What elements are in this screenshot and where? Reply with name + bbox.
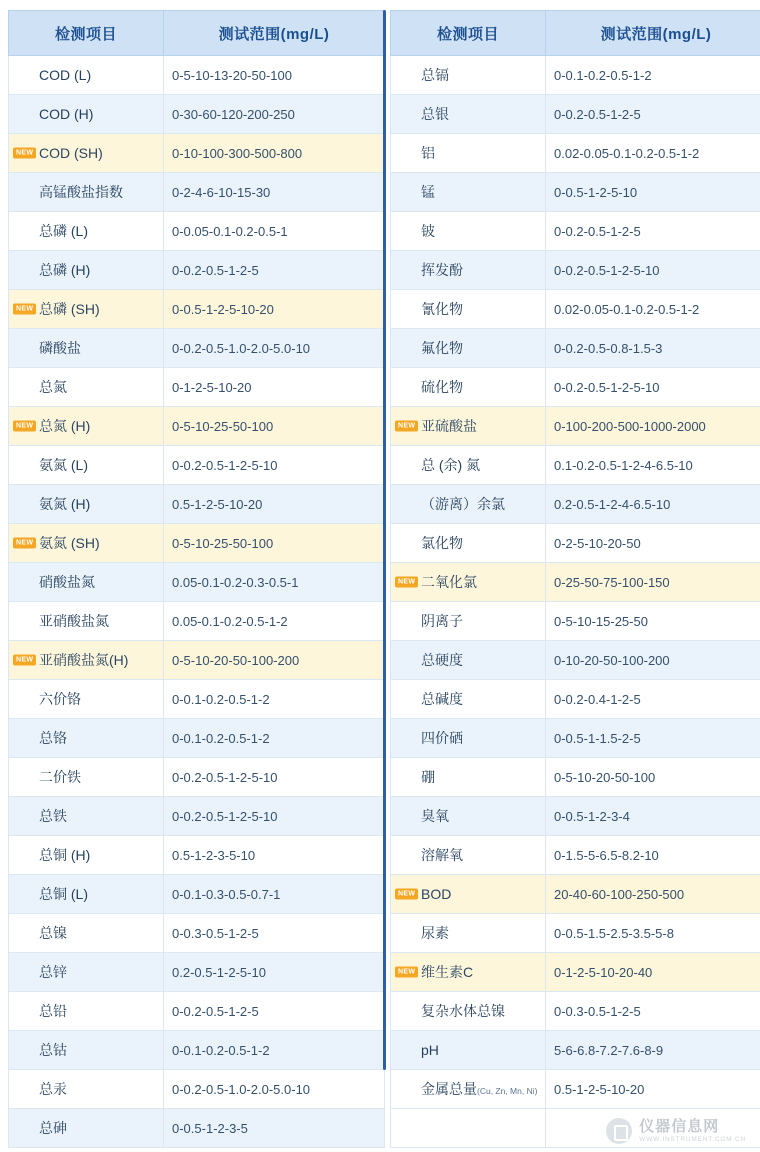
table-header-row (391, 11, 760, 56)
cell-test-range: 0-1-2-5-10-20 (164, 368, 385, 407)
cell-item-name (391, 173, 546, 212)
cell-item-name (391, 875, 546, 914)
cell-item-name (9, 407, 164, 446)
vertical-divider (383, 10, 386, 1070)
cell-item-name (391, 524, 546, 563)
cell-item-name (391, 329, 546, 368)
cell-test-range: 0-0.2-0.5-1-2-5-10 (546, 251, 760, 290)
cell-item-name (391, 836, 546, 875)
table-row (9, 641, 385, 680)
cell-test-range: 0-0.2-0.5-1-2-5 (164, 992, 385, 1031)
cell-item-name (391, 953, 546, 992)
cell-test-range: 0.5-1-2-5-10-20 (546, 1070, 760, 1109)
item-name-text: 总磷 (L) (39, 223, 88, 239)
cell-test-range: 0-1-2-5-10-20-40 (546, 953, 760, 992)
item-name-text: 六价铬 (39, 691, 81, 707)
item-name-text: 总钴 (39, 1042, 67, 1058)
cell-test-range: 0-0.1-0.2-0.5-1-2 (546, 56, 760, 95)
item-name-text: 总硬度 (421, 652, 463, 668)
cell-test-range: 0-0.5-1-2-3-4 (546, 797, 760, 836)
table-row (391, 797, 760, 836)
item-name-text: 总磷 (H) (39, 262, 91, 278)
table-row (391, 251, 760, 290)
new-badge: NEW (13, 304, 36, 315)
table-row (391, 875, 760, 914)
header-test-range: 测试范围(mg/L) (546, 11, 760, 56)
cell-test-range: 0.5-1-2-5-10-20 (164, 485, 385, 524)
item-name-text: 总氮 (39, 379, 67, 395)
item-name-text: 氨氮 (H) (39, 496, 91, 512)
column-divider-wrap (378, 10, 390, 1148)
table-row (391, 446, 760, 485)
table-row (9, 836, 385, 875)
header-item-name: 检测项目 (9, 11, 164, 56)
new-badge: NEW (13, 421, 36, 432)
table-row (391, 1070, 760, 1109)
cell-test-range: 0-5-10-20-50-100 (546, 758, 760, 797)
item-name-text: 尿素 (421, 925, 449, 941)
item-name-text: 四价硒 (421, 730, 463, 746)
item-name-text: 氨氮 (L) (39, 457, 88, 473)
table-row (391, 485, 760, 524)
cell-test-range: 0-0.2-0.5-1-2-5-10 (164, 758, 385, 797)
table-row (391, 992, 760, 1031)
table-row (9, 719, 385, 758)
cell-test-range: 0.5-1-2-3-5-10 (164, 836, 385, 875)
item-name-text: 高锰酸盐指数 (39, 184, 123, 200)
cell-test-range: 0-0.2-0.5-1-2-5-10 (164, 797, 385, 836)
cell-item-name (391, 602, 546, 641)
cell-item-name (9, 56, 164, 95)
cell-item-name (9, 446, 164, 485)
cell-item-name (9, 875, 164, 914)
item-name-text: 总镍 (39, 925, 67, 941)
item-name-text: 氯化物 (421, 535, 463, 551)
cell-test-range: 0-5-10-20-50-100-200 (164, 641, 385, 680)
cell-item-name (391, 641, 546, 680)
item-name-text: 亚硝酸盐氮 (39, 613, 109, 629)
item-name-text: BOD (421, 886, 452, 902)
item-name-text: 维生素C (421, 964, 474, 980)
cell-test-range: 0-0.1-0.2-0.5-1-2 (164, 1031, 385, 1070)
table-row (391, 212, 760, 251)
watermark-text (639, 1119, 746, 1143)
item-name-text: 总锌 (39, 964, 67, 980)
left-table (8, 10, 385, 1148)
table-row (391, 719, 760, 758)
cell-test-range: 0-0.5-1-2-5-10 (546, 173, 760, 212)
cell-item-name (391, 290, 546, 329)
cell-test-range: 0-30-60-120-200-250 (164, 95, 385, 134)
item-name-text: 总镉 (421, 67, 449, 83)
cell-test-range: 0-25-50-75-100-150 (546, 563, 760, 602)
cell-test-range: 5-6-6.8-7.2-7.6-8-9 (546, 1031, 760, 1070)
table-row (9, 56, 385, 95)
cell-item-name (9, 1070, 164, 1109)
new-badge: NEW (395, 421, 418, 432)
table-row (9, 446, 385, 485)
table-row (391, 56, 760, 95)
cell-item-name (391, 758, 546, 797)
cell-test-range: 0-0.1-0.3-0.5-0.7-1 (164, 875, 385, 914)
new-badge: NEW (13, 148, 36, 159)
item-name-text: 亚硝酸盐氮(H) (39, 652, 129, 668)
cell-test-range: 0-0.2-0.5-1.0-2.0-5.0-10 (164, 329, 385, 368)
cell-test-range: 0-0.5-1-1.5-2-5 (546, 719, 760, 758)
cell-item-name (391, 1109, 546, 1148)
table-row (9, 95, 385, 134)
item-name-text: 铍 (421, 223, 435, 239)
table-row (391, 602, 760, 641)
item-name-text: 总铜 (H) (39, 847, 91, 863)
table-row (9, 173, 385, 212)
cell-test-range: 0.2-0.5-1-2-4-6.5-10 (546, 485, 760, 524)
new-badge: NEW (395, 889, 418, 900)
cell-test-range: 0-2-5-10-20-50 (546, 524, 760, 563)
table-row (391, 173, 760, 212)
table-row (391, 524, 760, 563)
item-name-text: （游离）余氯 (421, 496, 505, 512)
left-table-column (8, 10, 378, 1148)
header-test-range: 测试范围(mg/L) (164, 11, 385, 56)
item-name-text: 总氮 (H) (39, 418, 91, 434)
table-row (391, 836, 760, 875)
cell-item-name (9, 524, 164, 563)
item-name-text: 氨氮 (SH) (39, 535, 100, 551)
item-name-text: 总砷 (39, 1120, 67, 1136)
cell-item-name (391, 563, 546, 602)
cell-item-name (9, 173, 164, 212)
item-name-text: 总磷 (SH) (39, 301, 100, 317)
table-row (9, 212, 385, 251)
cell-test-range: 0-0.2-0.5-1-2-5-10 (164, 446, 385, 485)
cell-test-range: 0-0.1-0.2-0.5-1-2 (164, 680, 385, 719)
cell-test-range: 0-0.2-0.5-1-2-5-10 (546, 368, 760, 407)
cell-test-range: 0.02-0.05-0.1-0.2-0.5-1-2 (546, 134, 760, 173)
table-row (391, 134, 760, 173)
tables-container (8, 10, 752, 1148)
table-row (9, 1109, 385, 1148)
item-name-text: COD (H) (39, 106, 94, 122)
cell-test-range: 0-2-4-6-10-15-30 (164, 173, 385, 212)
header-item-name: 检测项目 (391, 11, 546, 56)
new-badge: NEW (13, 655, 36, 666)
cell-test-range: 0.02-0.05-0.1-0.2-0.5-1-2 (546, 290, 760, 329)
cell-item-name (391, 914, 546, 953)
cell-test-range: 0.2-0.5-1-2-5-10 (164, 953, 385, 992)
table-row (9, 563, 385, 602)
cell-test-range: 0-0.2-0.5-1-2-5 (546, 212, 760, 251)
cell-item-name (391, 719, 546, 758)
cell-item-name (9, 836, 164, 875)
table-row (9, 407, 385, 446)
table-row (9, 290, 385, 329)
watermark (606, 1118, 746, 1144)
cell-test-range: 0-1.5-5-6.5-8.2-10 (546, 836, 760, 875)
item-name-text: COD (SH) (39, 145, 103, 161)
new-badge: NEW (395, 967, 418, 978)
cell-item-name (9, 212, 164, 251)
item-name-text: 总银 (421, 106, 449, 122)
cell-test-range: 0-10-100-300-500-800 (164, 134, 385, 173)
cell-item-name (9, 251, 164, 290)
item-name-text: 硝酸盐氮 (39, 574, 95, 590)
cell-item-name (391, 95, 546, 134)
cell-item-name (391, 134, 546, 173)
cell-item-name (9, 992, 164, 1031)
item-name-text: 硼 (421, 769, 435, 785)
item-name-text: pH (421, 1042, 439, 1058)
item-name-text: 溶解氧 (421, 847, 463, 863)
cell-test-range: 0-0.5-1-2-3-5 (164, 1109, 385, 1148)
table-row (9, 758, 385, 797)
cell-item-name (9, 914, 164, 953)
cell-item-name (391, 1070, 546, 1109)
item-name-text: COD (L) (39, 67, 92, 83)
cell-item-name (9, 758, 164, 797)
table-row (9, 368, 385, 407)
cell-item-name (9, 485, 164, 524)
table-row (9, 875, 385, 914)
table-row (391, 758, 760, 797)
cell-item-name (9, 134, 164, 173)
right-table-body (391, 56, 760, 1148)
cell-test-range: 20-40-60-100-250-500 (546, 875, 760, 914)
cell-test-range: 0-10-20-50-100-200 (546, 641, 760, 680)
table-row (391, 290, 760, 329)
cell-item-name (391, 446, 546, 485)
watermark-title: 仪器信息网 (639, 1118, 720, 1136)
cell-test-range: 0-0.05-0.1-0.2-0.5-1 (164, 212, 385, 251)
item-name-text: 总 (余) 氮 (421, 457, 481, 473)
table-row (9, 134, 385, 173)
cell-item-name (9, 290, 164, 329)
cell-item-name (391, 251, 546, 290)
cell-item-name (9, 329, 164, 368)
table-row (9, 1031, 385, 1070)
cell-test-range: 0-0.1-0.2-0.5-1-2 (164, 719, 385, 758)
table-row (9, 602, 385, 641)
item-name-text: 阴离子 (421, 613, 463, 629)
table-row (391, 563, 760, 602)
item-name-text: 氟化物 (421, 340, 463, 356)
cell-item-name (9, 953, 164, 992)
watermark-subtitle: WWW.INSTRUMENT.COM.CN (639, 1135, 746, 1143)
item-name-text: 磷酸盐 (39, 340, 81, 356)
cell-test-range: 0-5-10-15-25-50 (546, 602, 760, 641)
item-name-text: 总铁 (39, 808, 67, 824)
table-row (391, 914, 760, 953)
cell-test-range: 0-0.2-0.5-1-2-5 (164, 251, 385, 290)
cell-item-name (9, 1109, 164, 1148)
item-name-text: 氰化物 (421, 301, 463, 317)
table-row (9, 329, 385, 368)
table-row (9, 485, 385, 524)
cell-test-range: 0-0.5-1-2-5-10-20 (164, 290, 385, 329)
cell-test-range: 0-100-200-500-1000-2000 (546, 407, 760, 446)
cell-item-name (391, 680, 546, 719)
item-name-text: 复杂水体总镍 (421, 1003, 505, 1019)
table-row (391, 329, 760, 368)
left-table-body (9, 56, 385, 1148)
table-row (9, 992, 385, 1031)
item-name-text: 总汞 (39, 1081, 67, 1097)
cell-item-name (391, 56, 546, 95)
item-name-text: 挥发酚 (421, 262, 463, 278)
cell-test-range: 0-5-10-13-20-50-100 (164, 56, 385, 95)
item-name-subscript: (Cu, Zn, Mn, Ni) (477, 1086, 538, 1096)
cell-item-name (9, 680, 164, 719)
cell-test-range: 0-0.2-0.4-1-2-5 (546, 680, 760, 719)
right-table (390, 10, 760, 1148)
item-name-text: 总碱度 (421, 691, 463, 707)
cell-item-name (391, 992, 546, 1031)
cell-test-range: 0-0.5-1.5-2.5-3.5-5-8 (546, 914, 760, 953)
item-name-text: 硫化物 (421, 379, 463, 395)
table-row (391, 641, 760, 680)
cell-item-name (9, 602, 164, 641)
cell-test-range: 0-5-10-25-50-100 (164, 407, 385, 446)
cell-item-name (391, 212, 546, 251)
cell-test-range: 0-0.2-0.5-1.0-2.0-5.0-10 (164, 1070, 385, 1109)
cell-item-name (9, 368, 164, 407)
item-name-text: 总铬 (39, 730, 67, 746)
item-name-text: 二价铁 (39, 769, 81, 785)
cell-test-range: 0.05-0.1-0.2-0.5-1-2 (164, 602, 385, 641)
item-name-text: 铝 (421, 145, 435, 161)
item-name-text: 臭氧 (421, 808, 449, 824)
cell-item-name (391, 797, 546, 836)
cell-test-range: 0.1-0.2-0.5-1-2-4-6.5-10 (546, 446, 760, 485)
cell-item-name (9, 563, 164, 602)
item-name-text: 总铜 (L) (39, 886, 88, 902)
right-table-column (390, 10, 760, 1148)
table-row (391, 953, 760, 992)
cell-item-name (9, 1031, 164, 1070)
table-row (9, 1070, 385, 1109)
site-logo-icon (606, 1118, 632, 1144)
item-name-text: 锰 (421, 184, 435, 200)
new-badge: NEW (395, 577, 418, 588)
cell-test-range: 0-5-10-25-50-100 (164, 524, 385, 563)
cell-test-range: 0-0.3-0.5-1-2-5 (164, 914, 385, 953)
table-row (391, 407, 760, 446)
cell-item-name (391, 407, 546, 446)
cell-item-name (9, 719, 164, 758)
cell-item-name (391, 368, 546, 407)
cell-item-name (9, 797, 164, 836)
table-row (9, 953, 385, 992)
new-badge: NEW (13, 538, 36, 549)
cell-item-name (391, 485, 546, 524)
cell-test-range: 0-0.3-0.5-1-2-5 (546, 992, 760, 1031)
table-row (391, 1031, 760, 1070)
table-row (391, 680, 760, 719)
table-row (9, 680, 385, 719)
cell-item-name (9, 95, 164, 134)
cell-test-range: 0-0.2-0.5-1-2-5 (546, 95, 760, 134)
table-row (9, 797, 385, 836)
cell-item-name (9, 641, 164, 680)
cell-test-range: 0.05-0.1-0.2-0.3-0.5-1 (164, 563, 385, 602)
item-name-text: 总铅 (39, 1003, 67, 1019)
item-name-text: 亚硫酸盐 (421, 418, 477, 434)
table-row (391, 368, 760, 407)
table-row (9, 524, 385, 563)
table-row (9, 914, 385, 953)
item-name-text: 二氧化氯 (421, 574, 477, 590)
table-row (391, 95, 760, 134)
table-row (9, 251, 385, 290)
table-header-row (9, 11, 385, 56)
cell-item-name (391, 1031, 546, 1070)
item-name-text: 金属总量 (421, 1081, 477, 1097)
cell-test-range: 0-0.2-0.5-0.8-1.5-3 (546, 329, 760, 368)
